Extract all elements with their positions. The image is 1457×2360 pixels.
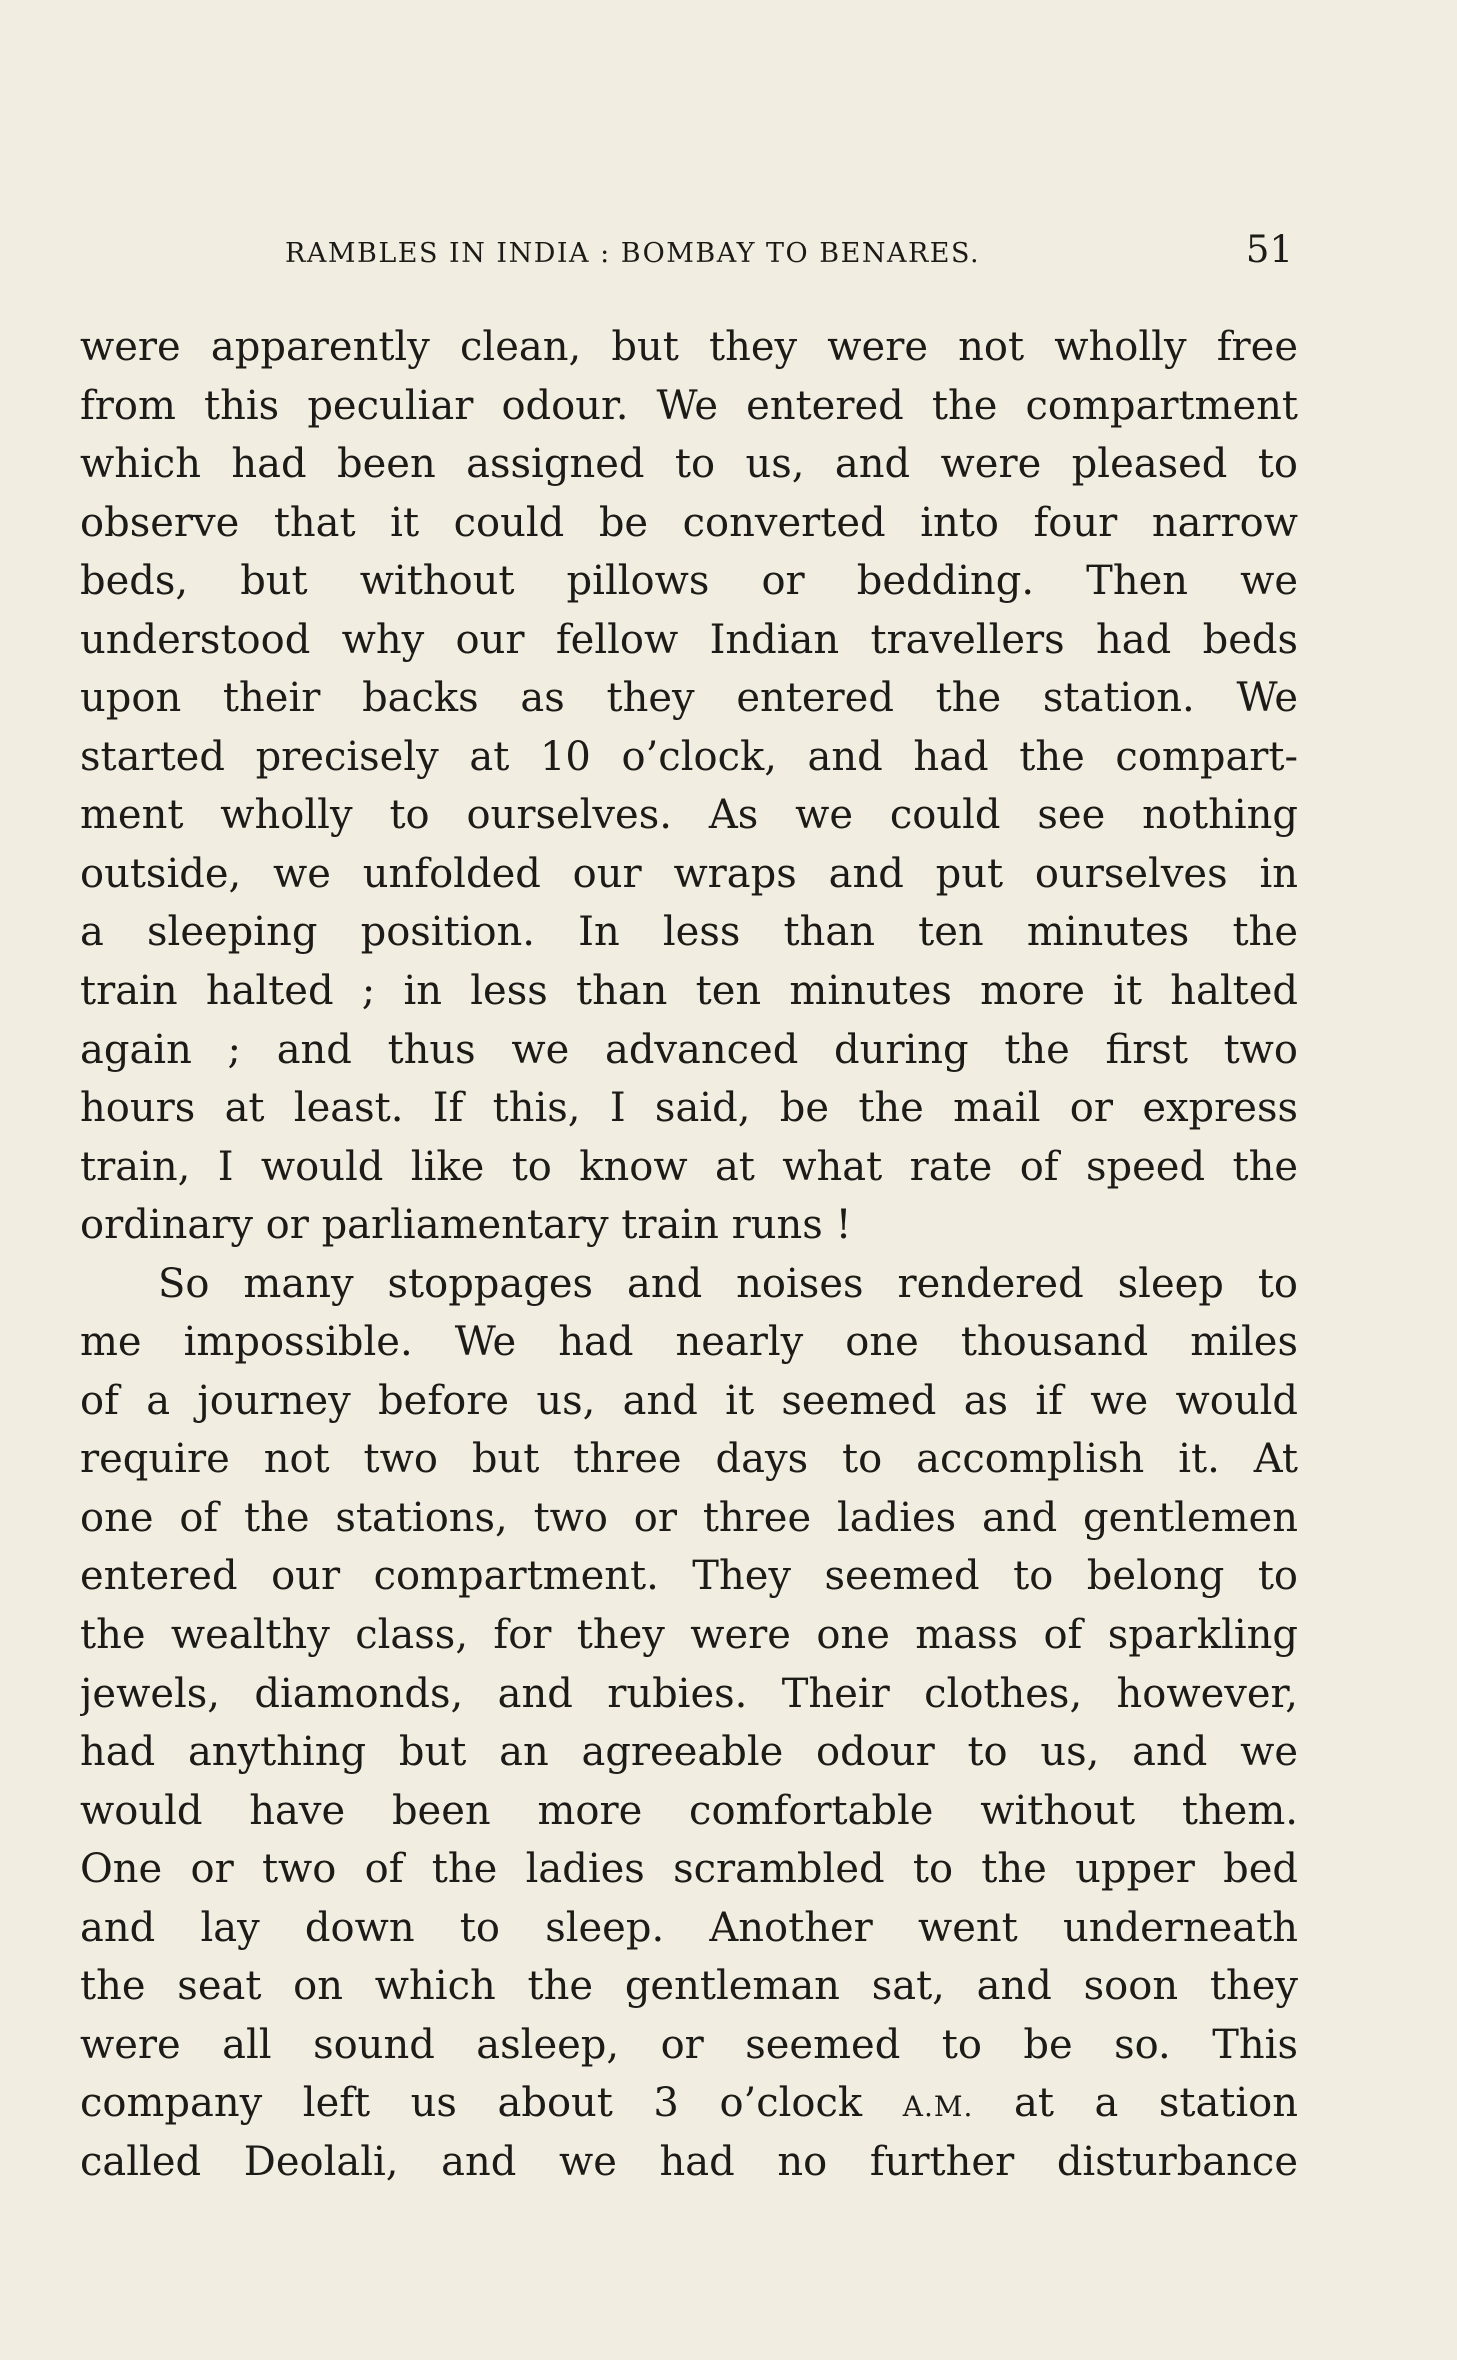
text-line: ment wholly to ourselves. As we could see nothing (80, 792, 1298, 839)
text-line: one of the stations, two or three ladies and gentlemen (80, 1494, 1298, 1541)
text-line: One or two of the ladies scrambled to the upper bed (80, 1846, 1298, 1893)
text-line: me impossible. We had nearly one thousand miles (80, 1319, 1298, 1366)
text-line: and lay down to sleep. Another went underneath (80, 1904, 1298, 1951)
body-text (80, 318, 1298, 2192)
text-line: were all sound asleep, or seemed to be so. This (80, 2021, 1298, 2068)
text-line: were apparently clean, but they were not wholly free (80, 324, 1298, 370)
text-line: understood why our fellow Indian travellers had beds (80, 616, 1298, 663)
small-caps-am: A.M. (902, 2090, 974, 2124)
text-line: beds, but without pillows or bedding. Then we (80, 558, 1298, 605)
running-head (80, 228, 1298, 278)
text-line: again ; and thus we advanced during the first two (80, 1026, 1298, 1073)
text-line: train halted ; in less than ten minutes more it halted (80, 968, 1298, 1015)
text-line: entered our compartment. They seemed to belong to (80, 1553, 1298, 1600)
text-line: outside, we unfolded our wraps and put ourselves in (80, 850, 1298, 897)
text-line (80, 2074, 1298, 2133)
text-line: require not two but three days to accomplish it. At (80, 1436, 1298, 1483)
text-line: jewels, diamonds, and rubies. Their clothes, however, (80, 1670, 1298, 1717)
line-text: company left us about 3 o’clock (80, 2080, 903, 2127)
text-line: of a journey before us, and it seemed as if we would (80, 1377, 1298, 1424)
paragraph-end-line: ordinary or parliamentary train runs ! (80, 1202, 852, 1249)
text-line: upon their backs as they entered the station. We (80, 675, 1298, 722)
text-line: the seat on which the gentleman sat, and soon they (80, 1963, 1298, 2010)
text-line: called Deolali, and we had no further disturbance (80, 2138, 1298, 2185)
text-line: would have been more comfortable without them. (80, 1787, 1298, 1834)
paragraph-start-line: So many stoppages and noises rendered sleep to (158, 1260, 1298, 1307)
text-line: which had been assigned to us, and were pleased to (80, 441, 1298, 488)
running-title: RAMBLES IN INDIA : BOMBAY TO BENARES. (285, 238, 981, 269)
text-line: observe that it could be converted into four narrow (80, 499, 1298, 546)
text-line: hours at least. If this, I said, be the mail or express (80, 1085, 1298, 1132)
text-line: a sleeping position. In less than ten minutes the (80, 909, 1298, 956)
text-line: train, I would like to know at what rate of speed the (80, 1143, 1298, 1190)
line-text: at a station (973, 2080, 1298, 2127)
text-line: had anything but an agreeable odour to us, and we (80, 1729, 1298, 1776)
text-line: started precisely at 10 o’clock, and had the compart- (80, 733, 1298, 780)
text-line: the wealthy class, for they were one mass of sparkling (80, 1612, 1298, 1659)
page-number: 51 (1245, 228, 1293, 271)
text-line: from this peculiar odour. We entered the compartment (80, 382, 1298, 429)
